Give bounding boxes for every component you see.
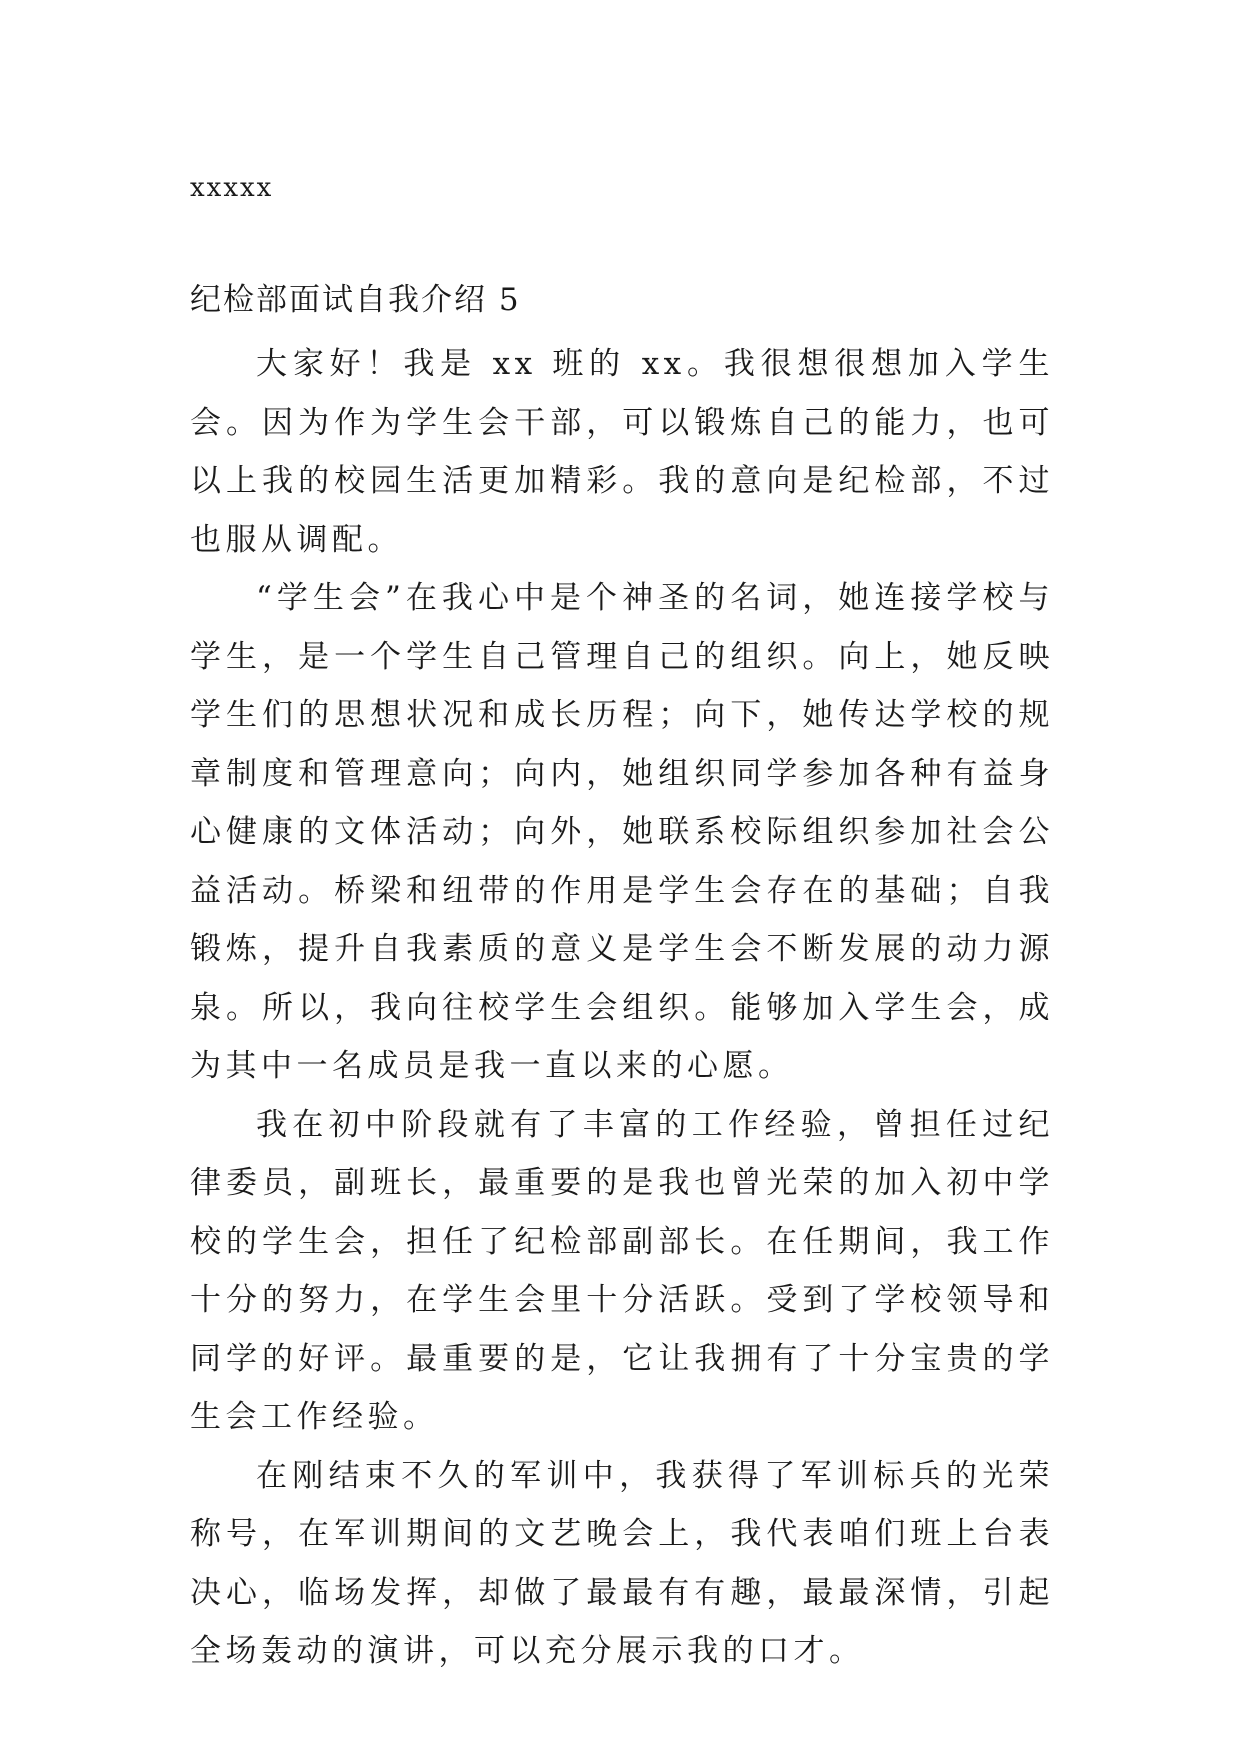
document-title: 纪检部面试自我介绍 5 xyxy=(190,282,521,318)
paragraph-experience: 我在初中阶段就有了丰富的工作经验，曾担任过纪律委员，副班长，最重要的是我也曾光荣的加入初中学校的学生会，担任了纪检部副部长。在任期间，我工作十分的努力，在学生会里十分活跃。受到了学校领导和同学的好评。最重要的是，它让我拥有了十分宝贵的学生会工作经验。 xyxy=(190,1106,1054,1435)
paragraph-student-union: “学生会”在我心中是个神圣的名词，她连接学校与学生，是一个学生自己管理自己的组织。向上，她反映学生们的思想状况和成长历程；向下，她传达学校的规章制度和管理意向；向内，她组织同学参加各种有益身心健康的文体活动；向外，她联系校际组织参加社会公益活动。桥梁和纽带的作用是学生会存在的基础；自我锻炼，提升自我素质的意义是学生会不断发展的动力源泉。所以，我向往校学生会组织。能够加入学生会，成为其中一名成员是我一直以来的心愿。 xyxy=(190,580,1054,1084)
header-mark: xxxxx xyxy=(190,173,274,203)
paragraph-military-training: 在刚结束不久的军训中，我获得了军训标兵的光荣称号，在军训期间的文艺晚会上，我代表咱们班上台表决心，临场发挥，却做了最最有有趣，最最深情，引起全场轰动的演讲，可以充分展示我的口才。 xyxy=(190,1457,1054,1669)
paragraph-intro: 大家好！我是 xx 班的 xx。我很想很想加入学生会。因为作为学生会干部，可以锻炼自己的能力，也可以上我的校园生活更加精彩。我的意向是纪检部，不过也服从调配。 xyxy=(190,346,1054,558)
document-body xyxy=(190,335,1054,1681)
